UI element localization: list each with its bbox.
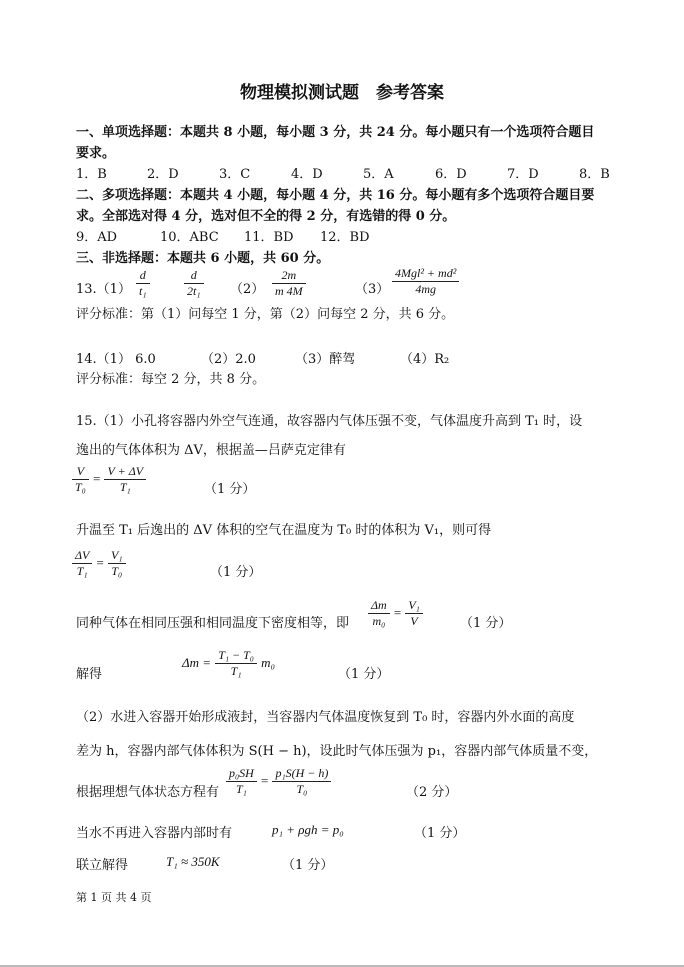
answer-2: 2．D xyxy=(147,167,179,182)
eq2-left-num: ΔV xyxy=(75,548,90,562)
q13-score: 评分标准：第（1）问每空 1 分，第（2）问每空 2 分，共 6 分。 xyxy=(76,307,455,322)
q13-f1-den: t₁ xyxy=(136,283,150,299)
answer-5: 5．A xyxy=(363,167,394,182)
eq1-left-den: T₀ xyxy=(72,479,89,495)
eq1-operator: = xyxy=(93,471,101,486)
answer-10: 10．ABC xyxy=(160,230,219,245)
answer-8: 8．B xyxy=(579,167,610,182)
eq2-right-den: T₀ xyxy=(108,563,126,579)
q15-points-6: （1 分） xyxy=(414,826,466,841)
q14-part3: （3）醉驾 xyxy=(295,352,356,367)
section2-heading-line1: 二、多项选择题：本题共 4 小题，每小题 4 分，共 16 分。每小题有多个选项符合题目要 xyxy=(76,188,595,203)
answer-7: 7．D xyxy=(507,167,539,182)
answer-1: 1．B xyxy=(76,167,107,182)
q13-f1-num: d xyxy=(139,268,146,282)
q15-line2: 逸出的气体体积为 ΔV，根据盖—吕萨克定律有 xyxy=(76,443,346,458)
q15-equation-2 xyxy=(72,548,126,579)
page-title: 物理模拟测试题 参考答案 xyxy=(240,83,444,103)
eq1-right-num: V + ΔV xyxy=(107,464,144,478)
answer-11: 11．BD xyxy=(244,230,294,245)
q15-points-2: （1 分） xyxy=(210,565,262,580)
q15-equation-1 xyxy=(72,464,146,495)
q13-part2: （2） xyxy=(230,282,265,297)
q15-equation-5 xyxy=(226,766,331,797)
q14-score: 评分标准：每空 2 分，共 8 分。 xyxy=(76,372,266,387)
q15-line7: 差为 h，容器内部气体体积为 S(H − h)，设此时气体压强为 p₁，容器内部气体质量不变， xyxy=(76,744,598,759)
section2-heading-line2: 求。全部选对得 4 分，选对但不全的得 2 分，有选错的得 0 分。 xyxy=(76,209,456,224)
eq5-operator: = xyxy=(260,773,269,788)
eq4-rhs: m₀ xyxy=(261,655,276,670)
eq4-lhs: Δm = xyxy=(182,655,212,670)
section1-heading-line2: 要求。 xyxy=(76,146,116,161)
q13-part3: （3） xyxy=(355,282,390,297)
answer-4: 4．D xyxy=(291,167,323,182)
eq3-operator: = xyxy=(393,605,402,620)
section1-heading-line1: 一、单项选择题：本题共 8 小题，每小题 3 分，共 24 分。每小题只有一个选项符合题目 xyxy=(76,125,595,140)
q15-line9: 当水不再进入容器内部时有 xyxy=(76,826,233,841)
q13-fraction-2 xyxy=(184,268,204,299)
q15-line10: 联立解得 xyxy=(76,858,129,873)
q14-part1: 14.（1） 6.0 xyxy=(76,352,156,367)
q15-points-4: （1 分） xyxy=(338,667,390,682)
answer-12: 12．BD xyxy=(320,230,370,245)
q13-f4-num: 4Mgl² + md² xyxy=(395,266,457,280)
q13-f3-num: 2m xyxy=(281,268,297,282)
eq4-num: T₁ − T₀ xyxy=(218,648,254,662)
page-number: 第 1 页 共 4 页 xyxy=(76,891,152,904)
section3-heading: 三、非选择题：本题共 6 小题，共 60 分。 xyxy=(76,251,330,266)
q15-equation-6: p₁ + ρgh = p₀ xyxy=(272,822,344,837)
eq3-right-den: V xyxy=(405,613,423,629)
q15-points-1: （1 分） xyxy=(204,482,256,497)
eq5-left-den: T₁ xyxy=(226,781,257,797)
q15-equation-4 xyxy=(182,648,275,679)
eq2-operator: = xyxy=(96,555,104,570)
answer-3: 3．C xyxy=(219,167,251,182)
q13-fraction-1 xyxy=(136,268,150,299)
eq5-right-num: p₁S(H − h) xyxy=(275,766,329,780)
eq3-right-num: V₁ xyxy=(408,598,420,612)
q14-part2: （2）2.0 xyxy=(201,352,256,367)
q15-line5: 解得 xyxy=(76,667,103,682)
answer-6: 6．D xyxy=(435,167,467,182)
q13-f2-den: 2t₁ xyxy=(184,283,204,299)
eq2-right-num: V₁ xyxy=(111,548,123,562)
q13-label: 13.（1） xyxy=(76,282,131,297)
q13-f4-den: 4mg xyxy=(392,281,459,297)
q14-part4: （4）R₂ xyxy=(400,352,450,367)
eq3-left-num: Δm xyxy=(371,598,387,612)
eq2-left-den: T₁ xyxy=(72,563,92,579)
eq5-left-num: p₀SH xyxy=(229,766,254,780)
q15-line3: 升温至 T₁ 后逸出的 ΔV 体积的空气在温度为 T₀ 时的体积为 V₁，则可得 xyxy=(76,523,492,538)
eq3-left-den: m₀ xyxy=(368,613,390,629)
q13-fraction-3 xyxy=(272,268,306,299)
eq1-right-den: T₁ xyxy=(104,479,146,495)
q13-fraction-4 xyxy=(392,266,459,297)
q15-line1: 15.（1）小孔将容器内外空气连通，故容器内气体压强不变，气体温度升高到 T₁ 时，设 xyxy=(76,414,583,429)
q13-f3-den: m 4M xyxy=(272,283,306,299)
eq5-right-den: T₀ xyxy=(272,781,331,797)
q15-points-3: （1 分） xyxy=(460,616,512,631)
q15-line8: 根据理想气体状态方程有 xyxy=(76,785,220,800)
q15-line6: （2）水进入容器开始形成液封，当容器内气体温度恢复到 T₀ 时，容器内外水面的高度 xyxy=(76,710,575,725)
q15-equation-7: T₁ ≈ 350K xyxy=(166,854,220,869)
eq4-den: T₁ xyxy=(215,663,257,679)
eq1-left-num: V xyxy=(76,464,85,478)
q13-f2-num: d xyxy=(190,268,197,282)
q15-equation-3 xyxy=(368,598,423,629)
q15-line4: 同种气体在相同压强和相同温度下密度相等，即 xyxy=(76,616,350,631)
q15-points-5: （2 分） xyxy=(406,785,458,800)
q15-points-7: （1 分） xyxy=(282,858,334,873)
answer-9: 9．AD xyxy=(76,230,118,245)
